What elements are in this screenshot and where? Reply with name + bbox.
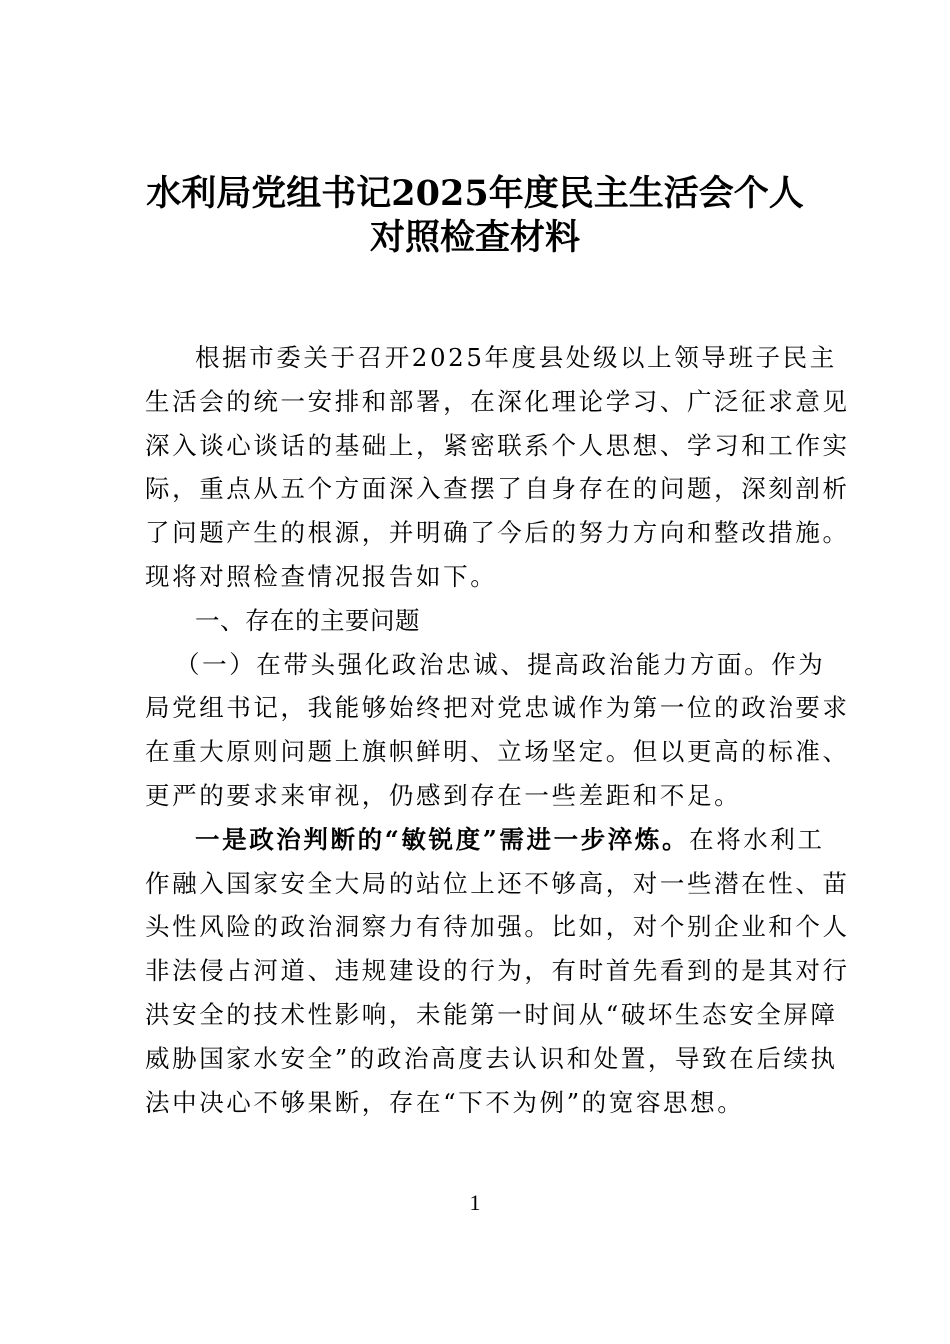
point-one-line: 非法侵占河道、违规建设的行为，有时首先看到的是其对行 [145, 956, 850, 986]
subsection-line: 在重大原则问题上旗帜鲜明、立场坚定。但以更高的标准、 [145, 737, 850, 767]
intro-line: 生活会的统一安排和部署，在深化理论学习、广泛征求意见 [145, 386, 850, 416]
subsection-first-line [145, 643, 826, 687]
intro-line: 了问题产生的根源，并明确了今后的努力方向和整改措施。 [145, 518, 850, 548]
page-number: 1 [469, 1190, 481, 1215]
point-one-line: 头性风险的政治洞察力有待加强。比如，对个别企业和个人 [145, 912, 850, 942]
point-one-line: 洪安全的技术性影响，未能第一时间从“破坏生态安全屏障 [145, 999, 838, 1029]
point-one-first-line-rest: 在将水利工 [689, 824, 825, 854]
intro-line: 深入谈心谈话的基础上，紧密联系个人思想、学习和工作实 [145, 430, 850, 460]
subsection-first-line-rest: 作为 [771, 649, 826, 679]
document-title-line-1: 水利局党组书记2025年度民主生活会个人 [146, 173, 804, 214]
subsection-line: 局党组书记，我能够始终把对党忠诚作为第一位的政治要求 [145, 693, 850, 723]
point-one-line: 作融入国家安全大局的站位上还不够高，对一些潜在性、苗 [145, 868, 850, 898]
document-title-line-2: 对照检查材料 [369, 217, 580, 258]
point-one-line: 威胁国家水安全”的政治高度去认识和处置，导致在后续执 [145, 1043, 838, 1073]
intro-line: 现将对照检查情况报告如下。 [145, 561, 498, 591]
intro-line: 根据市委关于召开2025年度县处级以上领导班子民主 [195, 343, 837, 372]
subsection-line: 更严的要求来审视，仍感到存在一些差距和不足。 [145, 780, 742, 810]
point-one-line: 法中决心不够果断，存在“下不为例”的宽容思想。 [145, 1087, 745, 1117]
point-one-first-line [145, 818, 825, 862]
document-body [145, 336, 850, 1124]
intro-line: 际，重点从五个方面深入查摆了自身存在的问题，深刻剖析 [145, 474, 850, 504]
subsection-heading: （一）在带头强化政治忠诚、提高政治能力方面。 [175, 649, 772, 679]
point-one-lead: 一是政治判断的“敏锐度”需进一步淬炼。 [195, 824, 690, 854]
section-heading: 一、存在的主要问题 [195, 605, 420, 635]
